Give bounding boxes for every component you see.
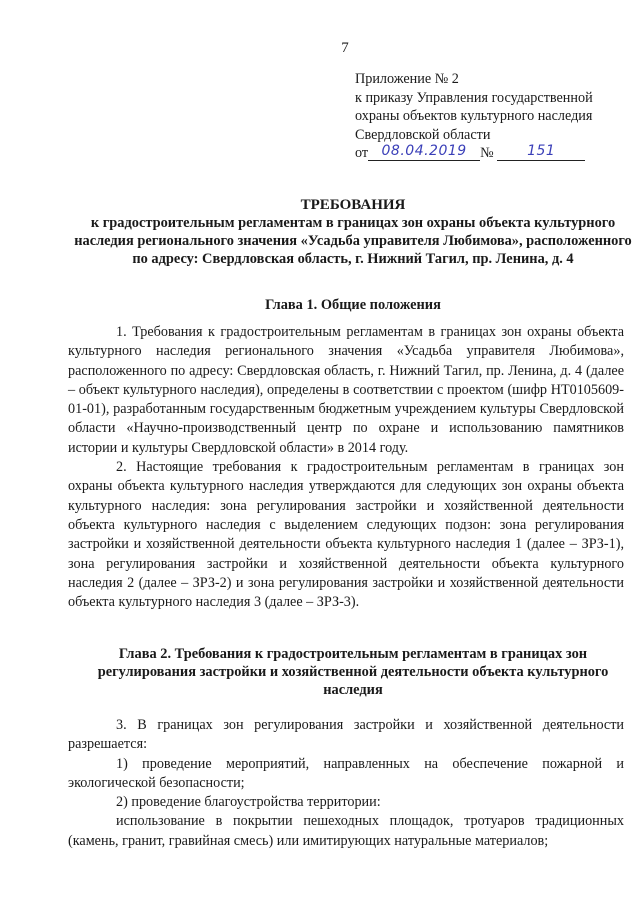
chapter-1-body bbox=[68, 323, 624, 612]
date-blank bbox=[368, 144, 480, 161]
paragraph-2: 2. Настоящие требования к градостроительным регламентам в границах зон охраны объекта культурного наследия утверждаются для следующих зон охраны объекта культурного наследия: зона регулирования застройки и хозяйственной деятельности объекта культурного наследия с выделением следующих подзон: зона регулирования застройки и хозяйственной деятельности объекта культурного наследия 1 (далее – ЗРЗ-1), зона регулирования застройки и хозяйственной деятельности объекта культурного наследия 2 (далее – ЗРЗ-2) и зона регулирования застройки и хозяйственной деятельности объекта культурного наследия 3 (далее – ЗРЗ-3). bbox=[68, 459, 624, 611]
order-date-number-line bbox=[355, 144, 625, 163]
appendix-line: Приложение № 2 bbox=[355, 71, 459, 87]
chapter-2-heading: Глава 2. Требования к градостроительным регламентам в границах зон регулирования застройки и хозяйственной деятельности объекта культурного наследия bbox=[97, 646, 609, 698]
document-title-block bbox=[68, 196, 638, 268]
number-label: № bbox=[480, 145, 494, 161]
chapter-1-heading: Глава 1. Общие положения bbox=[265, 297, 441, 313]
paragraph-3: 3. В границах зон регулирования застройки и хозяйственной деятельности разрешается: bbox=[68, 717, 624, 753]
document-subtitle: к градостроительным регламентам в границах зон охраны объекта культурного наследия регионального значения «Усадьба управителя Любимова», расположенного по адресу: Свердловская область, г. Нижний Тагил, пр. Ленина, д. 4 bbox=[74, 215, 632, 267]
appendix-line: охраны объектов культурного наследия bbox=[355, 108, 593, 124]
document-title: ТРЕБОВАНИЯ bbox=[300, 197, 406, 213]
from-label: от bbox=[355, 145, 369, 161]
appendix-line: Свердловской области bbox=[355, 126, 491, 143]
chapter-2-body bbox=[68, 716, 624, 851]
handwritten-number: 151 bbox=[527, 143, 556, 159]
number-blank bbox=[497, 144, 585, 161]
list-item-1: 1) проведение мероприятий, направленных на обеспечение пожарной и экологической безопасности; bbox=[68, 755, 624, 791]
appendix-header bbox=[355, 70, 625, 163]
handwritten-date: 08.04.2019 bbox=[381, 143, 467, 159]
appendix-line: к приказу Управления государственной bbox=[355, 89, 593, 106]
list-item-2a: использование в покрытии пешеходных площадок, тротуаров традиционных (камень, гранит, гравийная смесь) или имитирующих натуральные материалов; bbox=[68, 813, 624, 849]
paragraph-1: 1. Требования к градостроительным регламентам в границах зон охраны объекта культурного наследия регионального значения «Усадьба управителя Любимова», расположенного по адресу: Свердловская область, г. Нижний Тагил, пр. Ленина, д. 4 (далее – объект культурного наследия), определены в соответствии с проектом (шифр НТ0105609-01-01), разработанным государственным бюджетным учреждением культуры Свердловской области «Научно-производственный центр по охране и использованию памятников истории и культуры Свердловской области» в 2014 году. bbox=[68, 324, 624, 456]
page-number: 7 bbox=[341, 40, 349, 56]
list-item-2: 2) проведение благоустройства территории: bbox=[116, 794, 381, 811]
